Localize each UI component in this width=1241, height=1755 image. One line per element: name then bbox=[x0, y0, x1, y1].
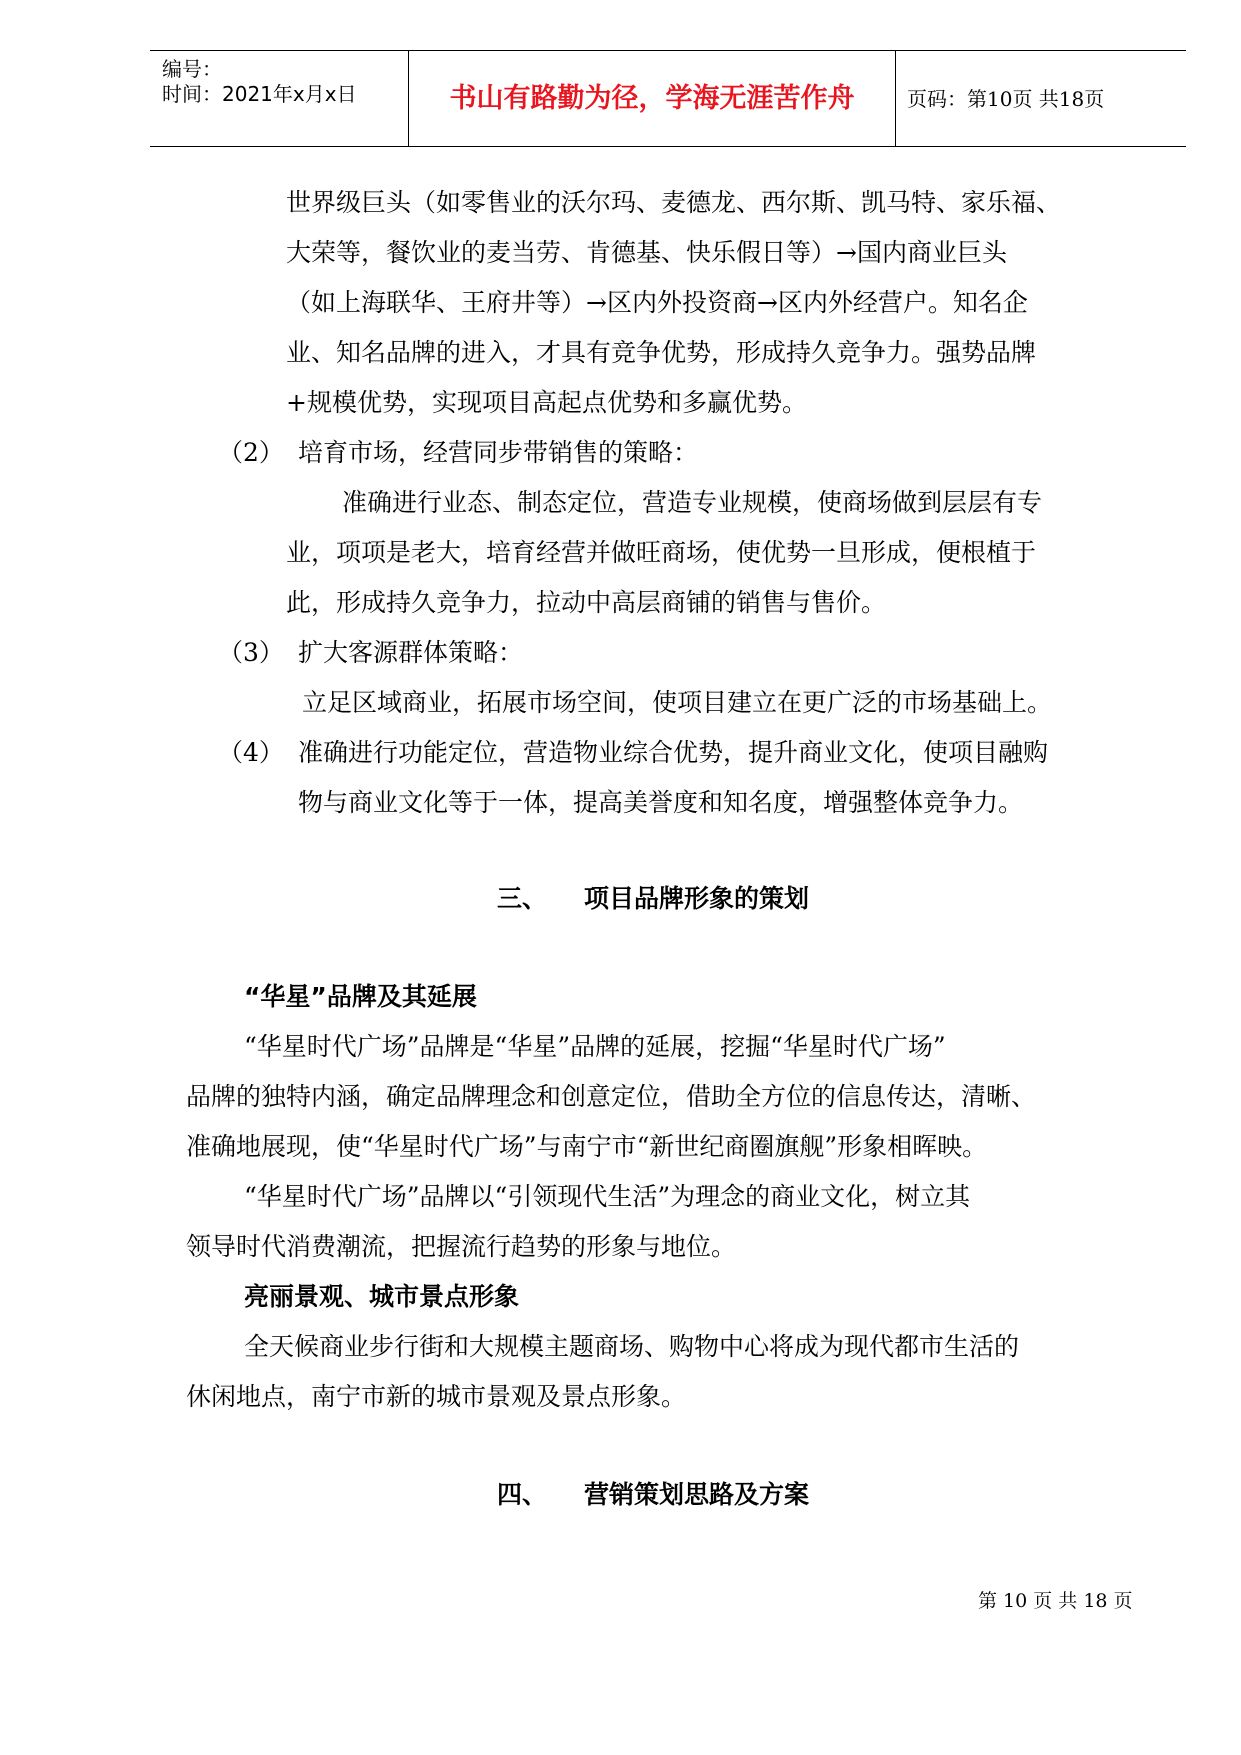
body-line: 准确进行业态、制态定位，营造专业规模，使商场做到层层有专 bbox=[342, 488, 1043, 517]
header-meta-cell bbox=[150, 51, 408, 146]
header-motto-cell bbox=[408, 51, 896, 146]
list-item-title: 培育市场，经营同步带销售的策略： bbox=[298, 438, 699, 467]
body-line: “华星时代广场”品牌以“引领现代生活”为理念的商业文化，树立其 bbox=[244, 1182, 971, 1211]
section-title: 项目品牌形象的策划 bbox=[584, 884, 810, 913]
page-header bbox=[150, 50, 1186, 147]
body-line: 准确地展现，使“华星时代广场”与南宁市“新世纪商圈旗舰”形象相晖映。 bbox=[186, 1132, 988, 1161]
time-label: 时间：2021年x月x日 bbox=[162, 82, 357, 106]
serial-number-label: 编号： bbox=[162, 57, 222, 81]
body-line: “华星时代广场”品牌是“华星”品牌的延展，挖掘“华星时代广场” bbox=[244, 1032, 946, 1061]
list-item-number: （4） bbox=[218, 738, 284, 767]
body-line: 立足区域商业，拓展市场空间，使项目建立在更广泛的市场基础上。 bbox=[302, 688, 1053, 717]
header-page-cell bbox=[895, 51, 1186, 146]
body-line: 休闲地点，南宁市新的城市景观及景点形象。 bbox=[186, 1382, 687, 1411]
body-line: 领导时代消费潮流，把握流行趋势的形象与地位。 bbox=[186, 1232, 737, 1261]
page-footer: 第 10 页 共 18 页 bbox=[978, 1590, 1133, 1612]
body-line: 此，形成持久竞争力，拉动中高层商铺的销售与售价。 bbox=[286, 588, 887, 617]
list-item-number: （2） bbox=[218, 438, 284, 467]
body-line: 全天候商业步行街和大规模主题商场、购物中心将成为现代都市生活的 bbox=[244, 1332, 1020, 1361]
section-number: 三、 bbox=[497, 884, 548, 913]
list-item-number: （3） bbox=[218, 638, 284, 667]
body-line: 世界级巨头（如零售业的沃尔玛、麦德龙、西尔斯、凯马特、家乐福、 bbox=[286, 188, 1062, 217]
body-line: 业、知名品牌的进入，才具有竞争优势，形成持久竞争力。强势品牌 bbox=[286, 338, 1037, 367]
subheading: “华星”品牌及其延展 bbox=[244, 982, 477, 1011]
body-line: 品牌的独特内涵，确定品牌理念和创意定位，借助全方位的信息传达，清晰、 bbox=[186, 1082, 1037, 1111]
body-line: 物与商业文化等于一体，提高美誉度和知名度，增强整体竞争力。 bbox=[298, 788, 1024, 817]
section-number: 四、 bbox=[497, 1480, 548, 1509]
header-page-code: 页码：第10页 共18页 bbox=[907, 87, 1105, 111]
header-motto: 书山有路勤为径，学海无涯苦作舟 bbox=[449, 83, 855, 114]
body-line: （如上海联华、王府井等）→区内外投资商→区内外经营户。知名企 bbox=[286, 288, 1028, 317]
subheading: 亮丽景观、城市景点形象 bbox=[244, 1282, 520, 1311]
list-item-title: 扩大客源群体策略： bbox=[298, 638, 524, 667]
body-line: 大荣等，餐饮业的麦当劳、肯德基、快乐假日等）→国内商业巨头 bbox=[286, 238, 1007, 267]
body-line: 业，项项是老大，培育经营并做旺商场，使优势一旦形成，便根植于 bbox=[286, 538, 1037, 567]
section-title: 营销策划思路及方案 bbox=[584, 1480, 810, 1509]
body-line: +规模优势，实现项目高起点优势和多赢优势。 bbox=[286, 388, 807, 417]
body-line: 准确进行功能定位，营造物业综合优势，提升商业文化，使项目融购 bbox=[298, 738, 1049, 767]
